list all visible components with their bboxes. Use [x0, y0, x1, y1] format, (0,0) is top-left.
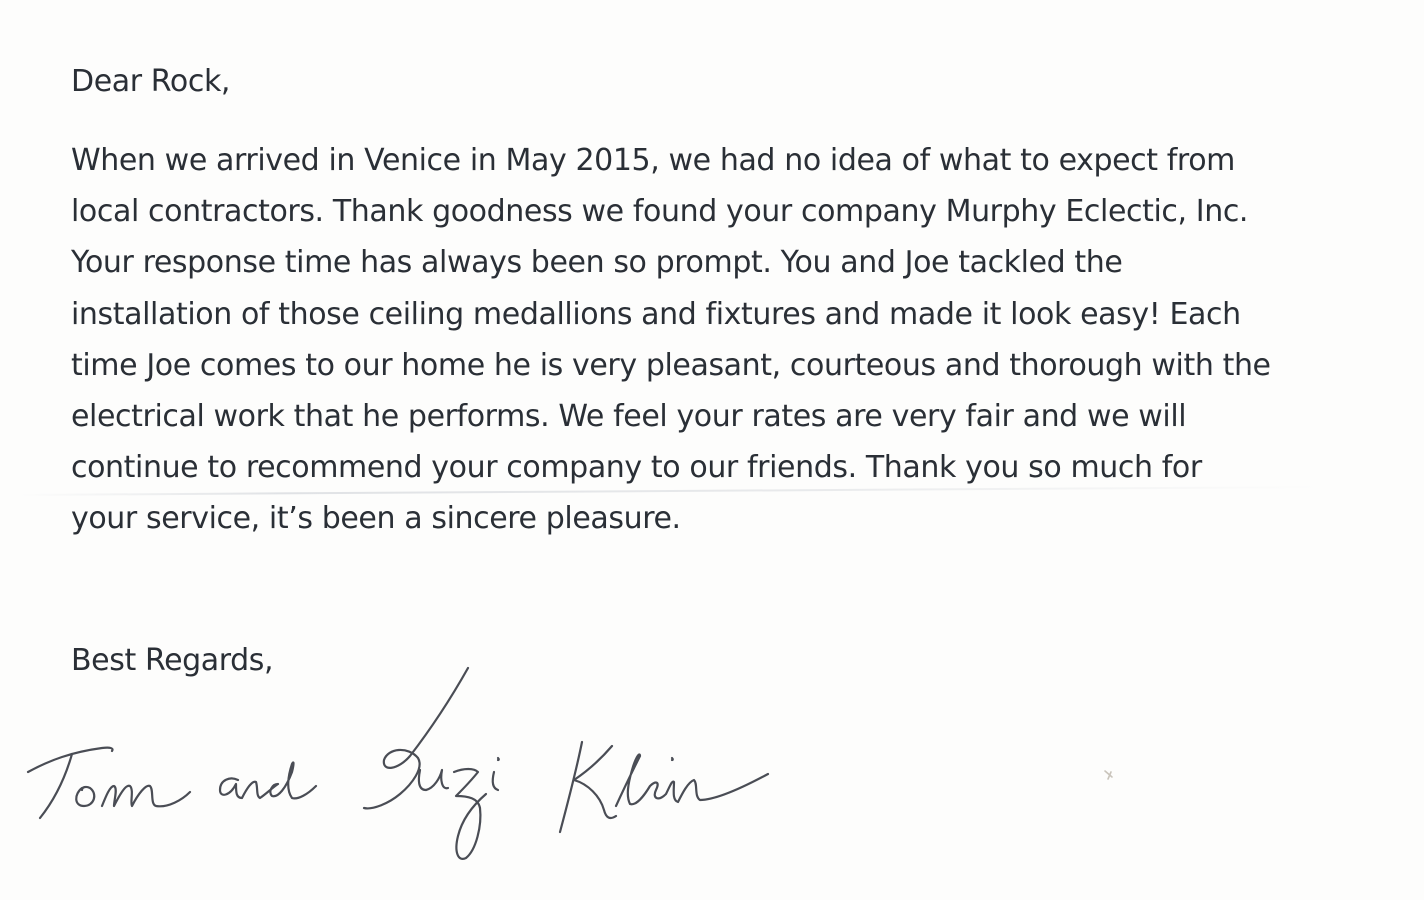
paper-speck	[1102, 768, 1116, 782]
body-line: continue to recommend your company to our friends. Thank you so much for	[71, 450, 1202, 486]
body-line: Your response time has always been so prompt. You and Joe tackled the	[71, 245, 1123, 281]
body-line: When we arrived in Venice in May 2015, we had no idea of what to expect from	[71, 143, 1235, 178]
body-line: your service, it’s been a sincere pleasure.	[71, 501, 681, 537]
letter-body	[71, 135, 1411, 545]
closing: Best Regards,	[71, 643, 274, 678]
salutation: Dear Rock,	[71, 64, 231, 99]
handwritten-signature	[10, 660, 790, 880]
body-line: electrical work that he performs. We feel your rates are very fair and we will	[71, 399, 1187, 435]
body-line: local contractors. Thank goodness we found your company Murphy Eclectic, Inc.	[71, 194, 1249, 230]
body-line: installation of those ceiling medallions and fixtures and made it look easy! Each	[71, 296, 1241, 332]
body-line: time Joe comes to our home he is very pleasant, courteous and thorough with the	[71, 347, 1271, 383]
